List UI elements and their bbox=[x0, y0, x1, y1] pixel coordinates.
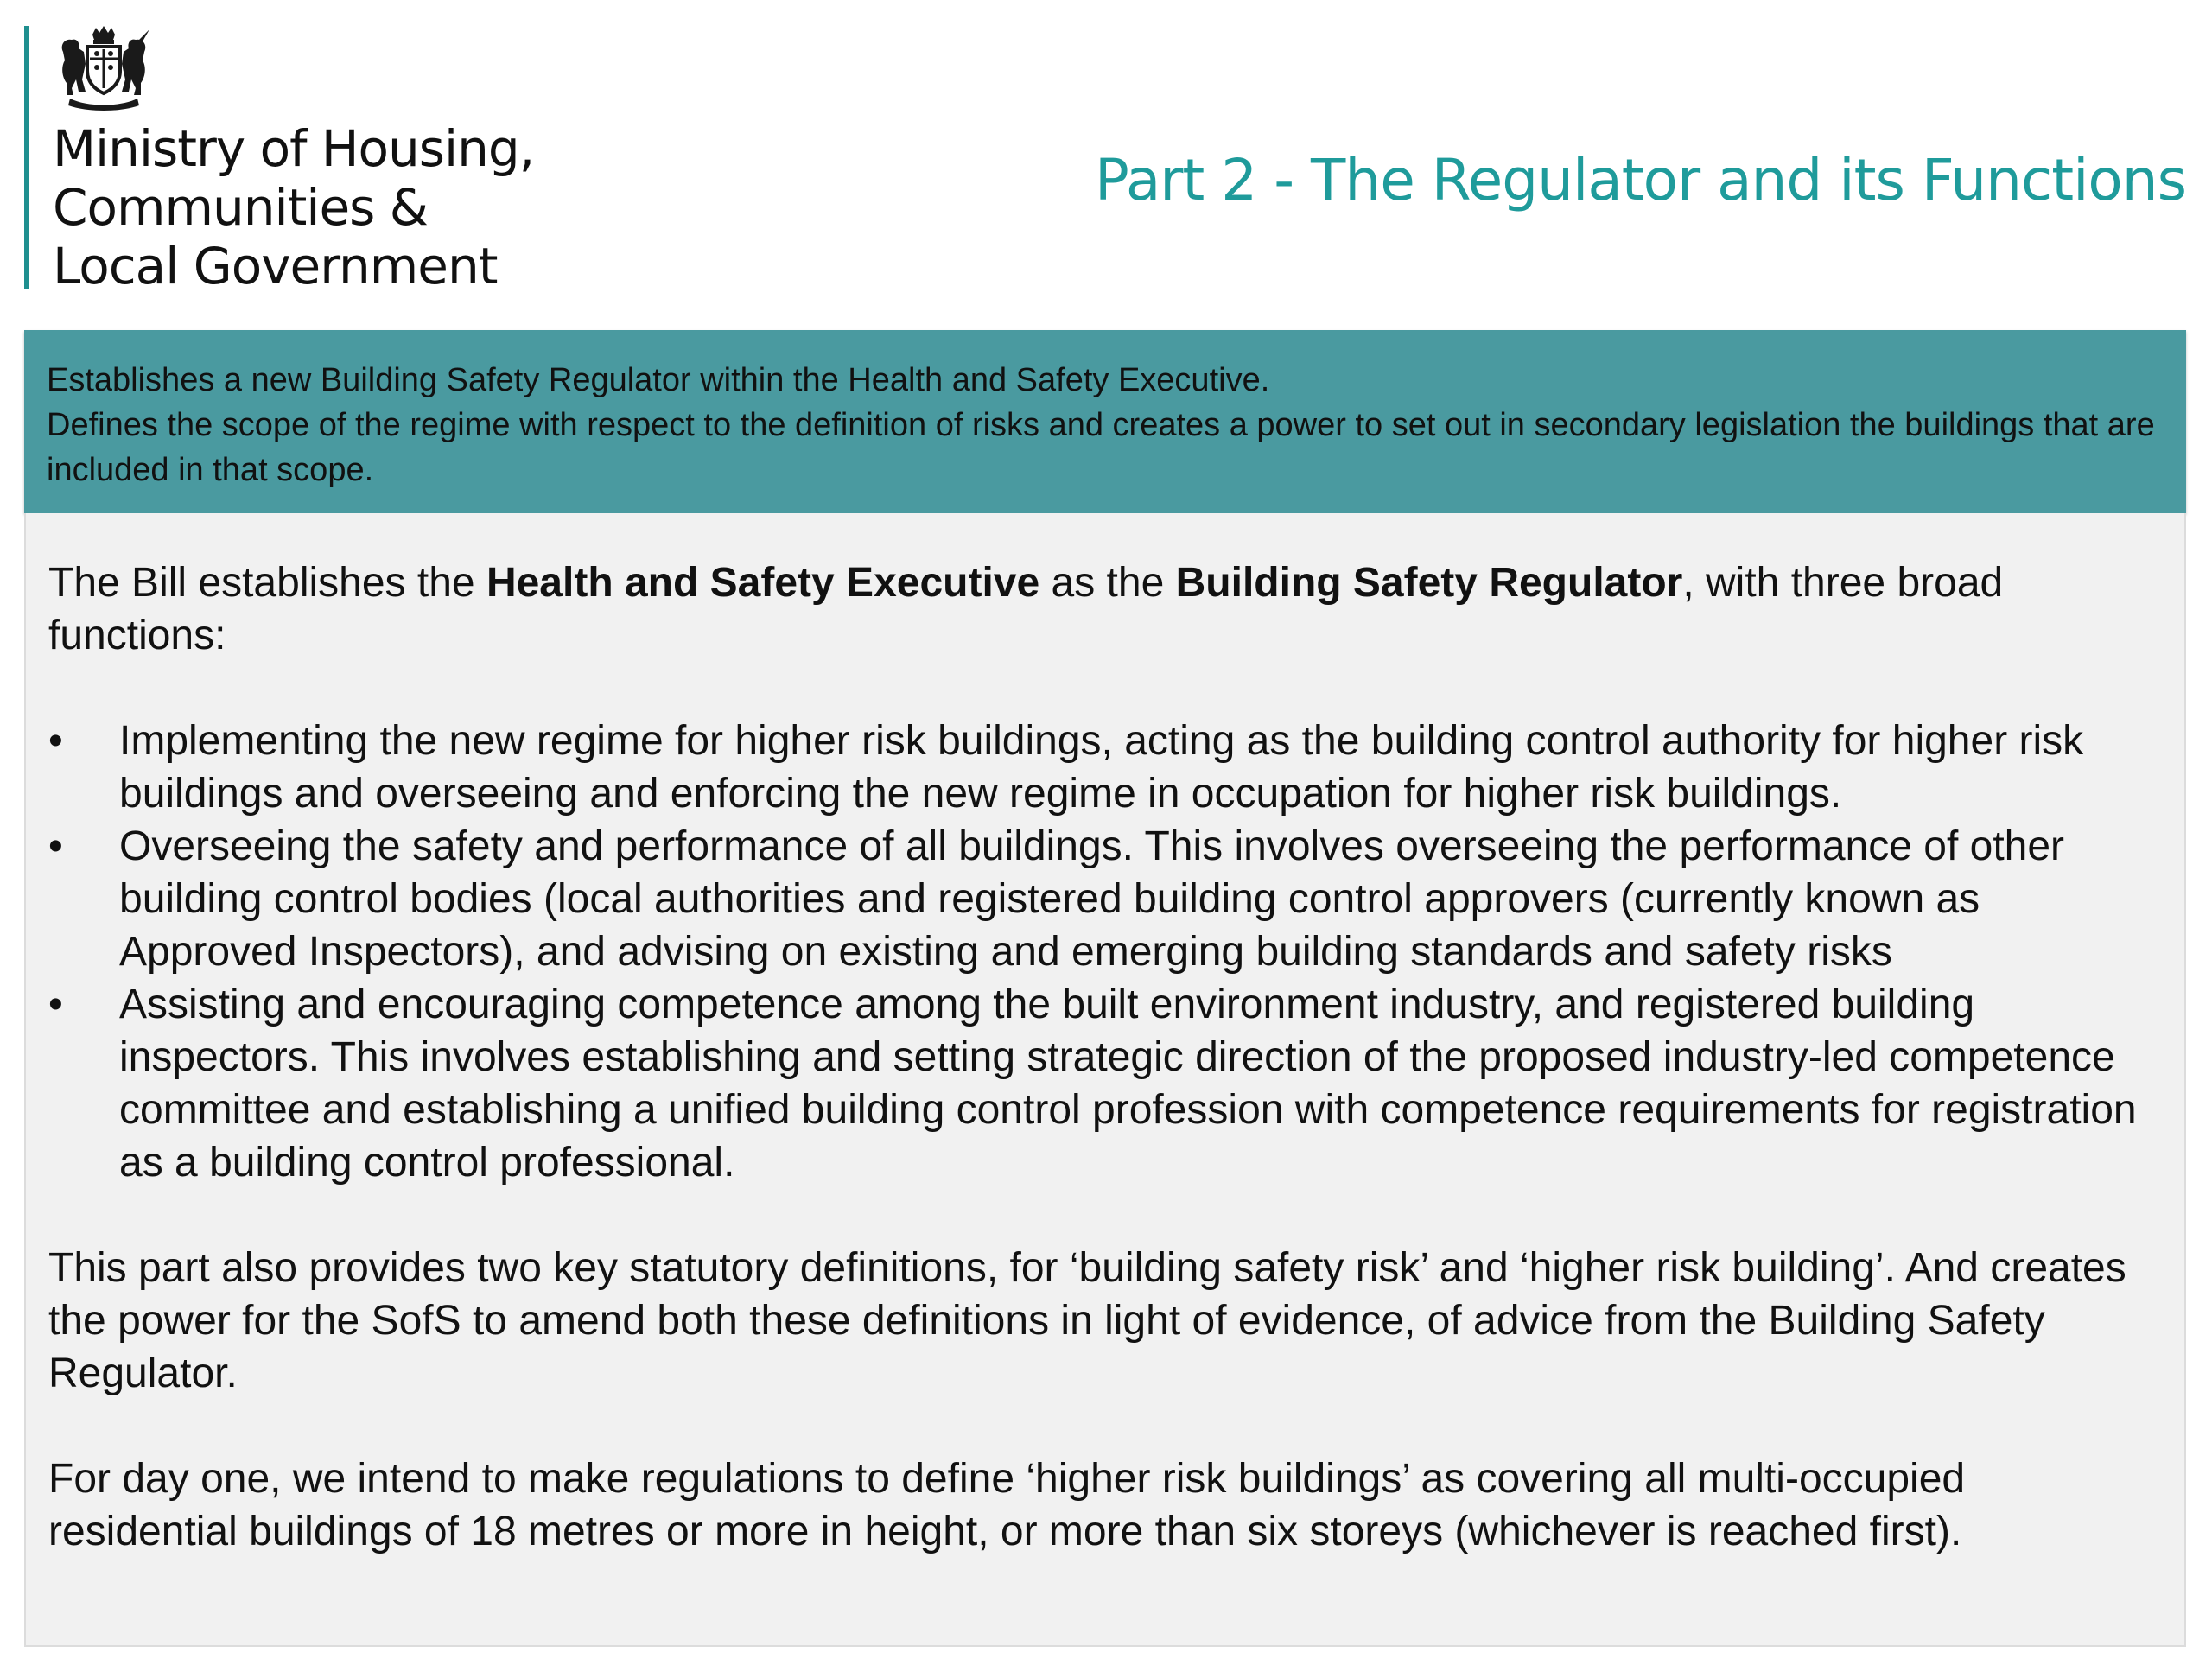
intro-bold-bsr: Building Safety Regulator bbox=[1175, 560, 1683, 606]
list-item bbox=[48, 820, 2162, 978]
content-panel bbox=[24, 513, 2186, 1647]
organisation-name bbox=[53, 119, 534, 296]
organisation-name-line-2: Communities & bbox=[53, 178, 429, 237]
list-item bbox=[48, 978, 2162, 1189]
definitions-paragraph: This part also provides two key statutory definitions, for ‘building safety risk’ and ‘higher risk building’. And creates the power for the SofS to amend both these definitions in light of evidence, of advice from the Building Safety Regulator. bbox=[48, 1245, 2126, 1396]
royal-coat-of-arms-icon bbox=[53, 26, 155, 112]
function-text: Assisting and encouraging competence among the built environment industry, and registered building inspectors. This involves establishing and setting strategic direction of the proposed industry-led competence committee and establishing a unified building control profession with competence requirements for registration as a building control professional. bbox=[119, 982, 2137, 1185]
intro-paragraph bbox=[48, 556, 2162, 662]
summary-line-2: Defines the scope of the regime with respect to the definition of risks and creates a power to set out in secondary legislation the buildings that are included in that scope. bbox=[47, 407, 2155, 488]
summary-banner bbox=[24, 330, 2186, 513]
summary-line-1: Establishes a new Building Safety Regulator within the Health and Safety Executive. bbox=[47, 362, 1270, 398]
bullet-icon: • bbox=[48, 823, 63, 869]
intro-text-start: The Bill establishes the bbox=[48, 560, 486, 606]
organisation-name-line-1: Ministry of Housing, bbox=[53, 119, 535, 178]
list-item bbox=[48, 715, 2162, 820]
bullet-icon: • bbox=[48, 718, 63, 764]
function-text: Overseeing the safety and performance of all buildings. This involves overseeing the performance of other building control bodies (local authorities and registered building control approvers (currently known as Approved Inspectors), and advising on existing and emerging building standards and safety risks bbox=[119, 823, 2065, 975]
department-logo bbox=[24, 26, 564, 296]
organisation-name-line-3: Local Government bbox=[53, 237, 498, 296]
intro-bold-hse: Health and Safety Executive bbox=[486, 560, 1040, 606]
functions-list bbox=[48, 715, 2162, 1189]
function-text: Implementing the new regime for higher risk buildings, acting as the building control authority for higher risk buildings and overseeing and enforcing the new regime in occupation for higher risk buildings. bbox=[119, 718, 2084, 817]
slide-title: Part 2 - The Regulator and its Functions bbox=[1095, 147, 2186, 213]
intro-text-middle: as the bbox=[1039, 560, 1176, 606]
intro-text-end: , with three broad functions: bbox=[48, 560, 2004, 658]
bullet-icon: • bbox=[48, 982, 63, 1027]
day-one-paragraph: For day one, we intend to make regulations to define ‘higher risk buildings’ as covering all multi-occupied residential buildings of 18 metres or more in height, or more than six storeys (whichever is reached first). bbox=[48, 1456, 1966, 1554]
